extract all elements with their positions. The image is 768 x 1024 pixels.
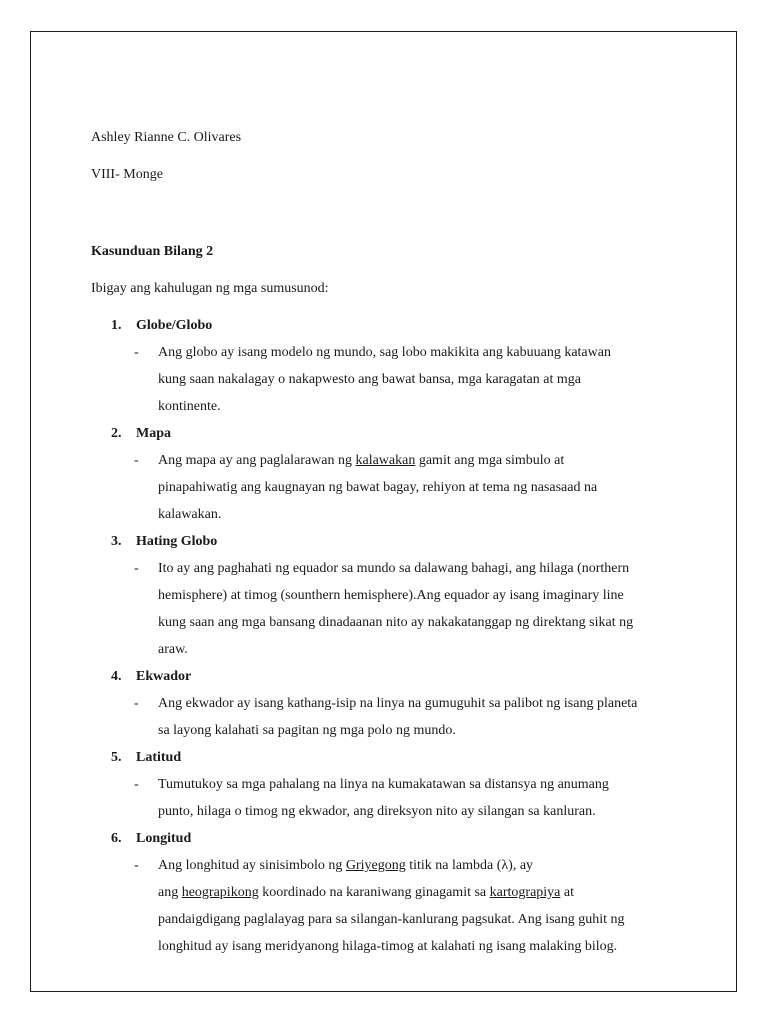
definition-line: kung saan nakalagay o nakapwesto ang bawat bansa, mga karagatan at mga xyxy=(158,372,581,387)
item-number: 5. xyxy=(111,750,122,765)
definition-text: titik na lambda (λ), ay xyxy=(405,858,534,873)
definition-text: koordinado na karaniwang ginagamit sa xyxy=(258,885,490,900)
hyperlink-heograpikong[interactable]: heograpikong xyxy=(181,885,259,900)
author-name: Ashley Rianne C. Olivares xyxy=(91,130,242,145)
hyperlink-kalawakan[interactable]: kalawakan xyxy=(355,453,416,468)
item-term: Globe/Globo xyxy=(136,318,213,333)
item-term: Latitud xyxy=(136,750,182,765)
definition-line: sa layong kalahati sa pagitan ng mga polo ng mundo. xyxy=(158,723,456,738)
item-term: Ekwador xyxy=(136,669,192,684)
dash-bullet: - xyxy=(134,858,139,873)
list-item xyxy=(91,744,691,825)
item-term: Mapa xyxy=(136,426,171,441)
dash-bullet: - xyxy=(134,777,139,792)
definition-text: Ang mapa ay ang paglalarawan ng xyxy=(158,453,356,468)
definition-line: kalawakan. xyxy=(158,507,222,522)
dash-bullet: - xyxy=(134,696,139,711)
definition-line: pinapahiwatig ang kaugnayan ng bawat bagay, rehiyon at tema ng nasasaad na xyxy=(158,480,598,495)
item-number: 1. xyxy=(111,318,122,333)
list-item xyxy=(91,528,691,663)
dash-bullet: - xyxy=(134,453,139,468)
instruction-text: Ibigay ang kahulugan ng mga sumusunod: xyxy=(91,281,329,296)
definition-line: kung saan ang mga bansang dinadaanan nito ay nakakatanggap ng direktang sikat ng xyxy=(158,615,634,630)
dash-bullet: - xyxy=(134,561,139,576)
item-number: 6. xyxy=(111,831,122,846)
list-item xyxy=(91,420,691,528)
dash-bullet: - xyxy=(134,345,139,360)
list-item xyxy=(91,663,691,744)
item-term: Longitud xyxy=(136,831,192,846)
definition-text: at xyxy=(560,885,574,900)
definition-line: Ang globo ay isang modelo ng mundo, sag lobo makikita ang kabuuang katawan xyxy=(158,345,611,360)
definition-line: araw. xyxy=(158,642,188,657)
definition-text: gamit ang mga simbulo at xyxy=(415,453,565,468)
list-item xyxy=(91,312,691,420)
definition-text: Ang longhitud ay sinisimbolo ng xyxy=(158,858,346,873)
hyperlink-griyegong[interactable]: Griyegong xyxy=(345,858,406,873)
definition-line: kontinente. xyxy=(158,399,221,414)
definition-line: pandaigdigang paglalayag para sa silangan-kanlurang pagsukat. Ang isang guhit ng xyxy=(158,912,625,927)
definition-text: ang xyxy=(158,885,182,900)
item-number: 3. xyxy=(111,534,122,549)
assignment-title: Kasunduan Bilang 2 xyxy=(91,244,214,259)
definition-line: Ito ay ang paghahati ng equador sa mundo sa dalawang bahagi, ang hilaga (northern xyxy=(158,561,630,576)
item-number: 4. xyxy=(111,669,122,684)
definition-line: Ang ekwador ay isang kathang-isip na linya na gumuguhit sa palibot ng isang planeta xyxy=(158,696,638,711)
definition-line: punto, hilaga o timog ng ekwador, ang direksyon nito ay silangan sa kanluran. xyxy=(158,804,596,819)
list-item xyxy=(91,825,691,960)
document-body xyxy=(91,124,691,960)
item-number: 2. xyxy=(111,426,122,441)
class-section: VIII- Monge xyxy=(91,167,163,182)
definition-line: longhitud ay isang meridyanong hilaga-timog at kalahati ng isang malaking bilog. xyxy=(158,939,618,954)
document-page xyxy=(30,31,737,992)
hyperlink-kartograpiya[interactable]: kartograpiya xyxy=(489,885,561,900)
definition-line: Tumutukoy sa mga pahalang na linya na kumakatawan sa distansya ng anumang xyxy=(158,777,609,792)
item-term: Hating Globo xyxy=(136,534,218,549)
definition-line: hemisphere) at timog (sounthern hemisphere).Ang equador ay isang imaginary line xyxy=(158,588,624,603)
